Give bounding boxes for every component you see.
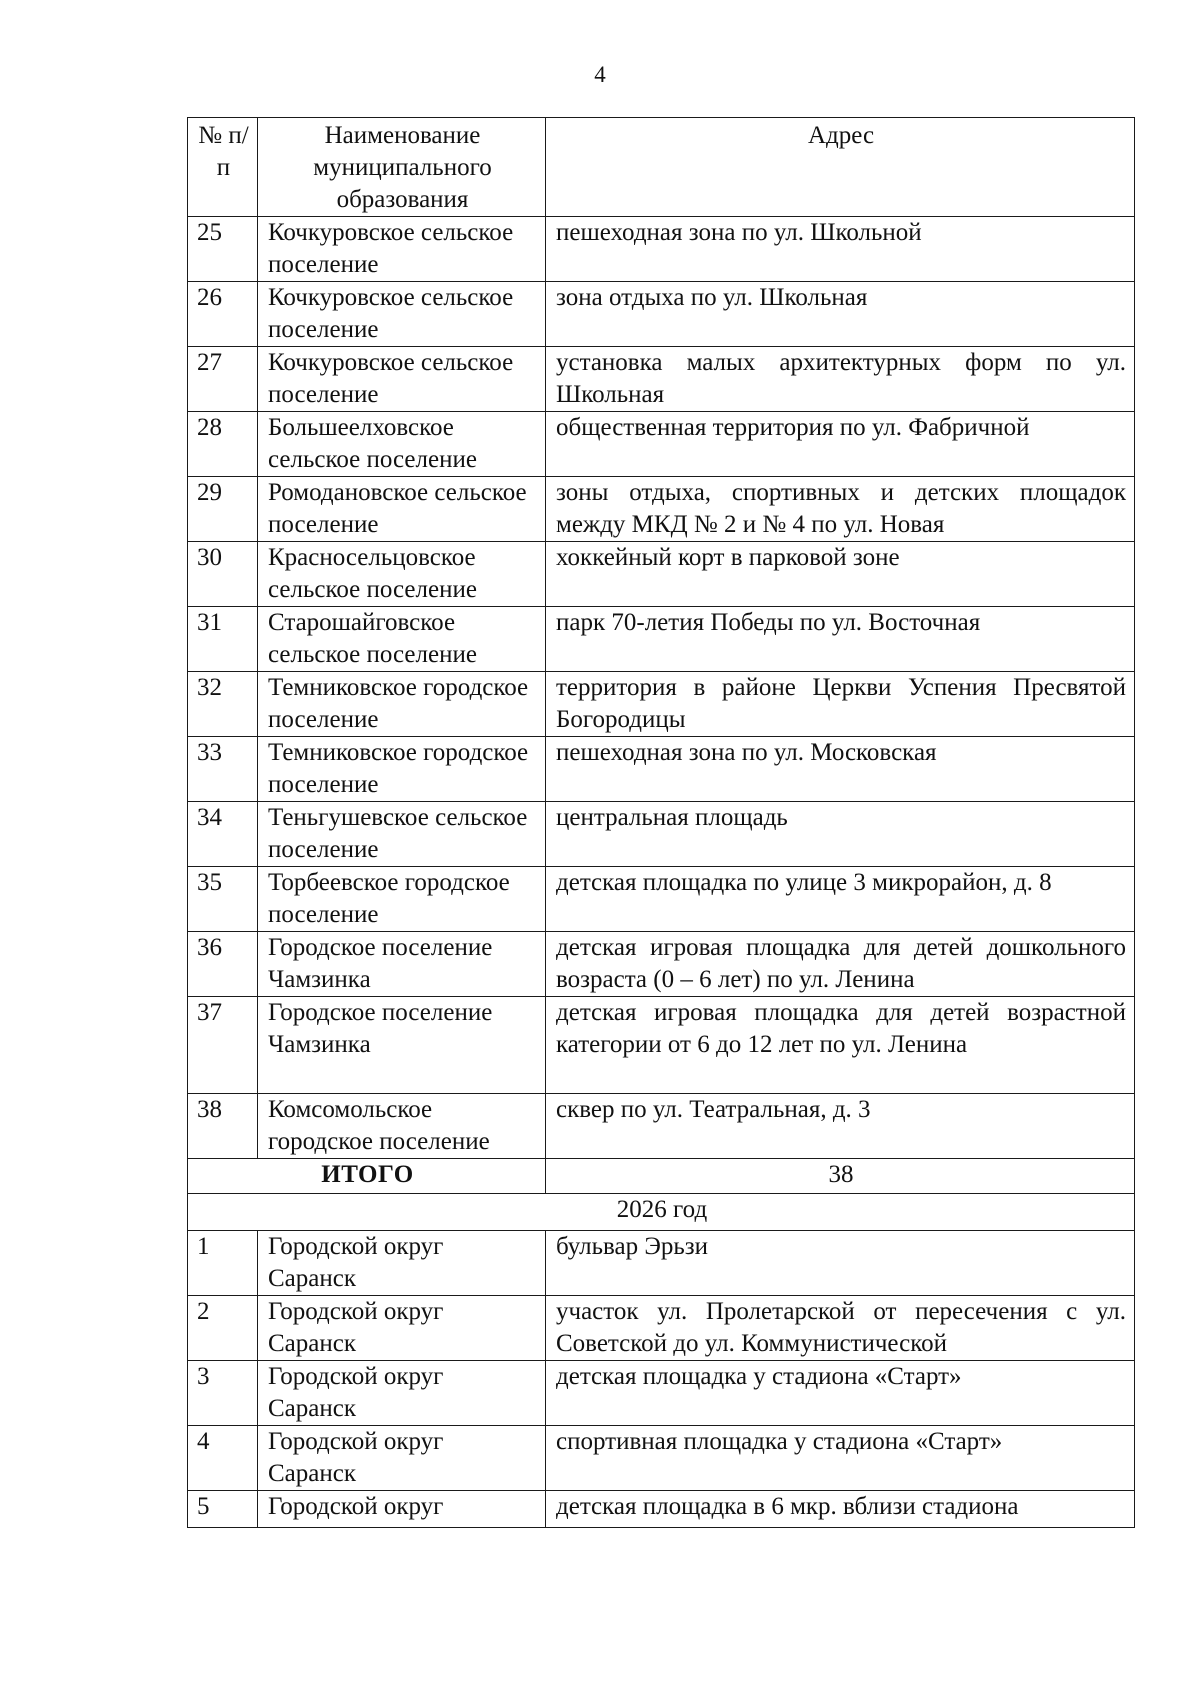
row-name: Большеелховское сельское поселение (258, 412, 546, 477)
row-num: 31 (188, 607, 258, 672)
row-address: территория в районе Церкви Успения Пресвятой Богородицы (546, 672, 1135, 737)
header-num: № п/п (188, 118, 258, 217)
row-address: бульвар Эрьзи (546, 1231, 1135, 1296)
row-address: общественная территория по ул. Фабричной (546, 412, 1135, 477)
row-num: 35 (188, 867, 258, 932)
total-row (188, 1159, 1135, 1194)
row-address: сквер по ул. Театральная, д. 3 (546, 1094, 1135, 1159)
row-num: 34 (188, 802, 258, 867)
table-row (188, 867, 1135, 932)
table-row (188, 412, 1135, 477)
table-row (188, 542, 1135, 607)
year-heading: 2026 год (188, 1194, 1135, 1231)
table-header-row (188, 118, 1135, 217)
row-name: Комсомольское городское поселение (258, 1094, 546, 1159)
header-name: Наименование муниципального образования (258, 118, 546, 217)
table-row (188, 477, 1135, 542)
row-address: зоны отдыха, спортивных и детских площадок между МКД № 2 и № 4 по ул. Новая (546, 477, 1135, 542)
row-name: Теньгушевское сельское поселение (258, 802, 546, 867)
table-row (188, 1491, 1135, 1528)
row-num: 1 (188, 1231, 258, 1296)
year-heading-row (188, 1194, 1135, 1231)
row-name: Темниковское городское поселение (258, 672, 546, 737)
table-row (188, 217, 1135, 282)
row-num: 2 (188, 1296, 258, 1361)
row-name: Кочкуровское сельское поселение (258, 347, 546, 412)
row-num: 27 (188, 347, 258, 412)
row-address: пешеходная зона по ул. Школьной (546, 217, 1135, 282)
table-row (188, 997, 1135, 1094)
table-row (188, 932, 1135, 997)
table-row (188, 1426, 1135, 1491)
row-num: 30 (188, 542, 258, 607)
header-address: Адрес (546, 118, 1135, 217)
table-row (188, 347, 1135, 412)
row-address: участок ул. Пролетарской от пересечения с ул. Советской до ул. Коммунистической (546, 1296, 1135, 1361)
row-num: 25 (188, 217, 258, 282)
table-row (188, 1361, 1135, 1426)
row-name: Кочкуровское сельское поселение (258, 282, 546, 347)
row-name: Красносельцовское сельское поселение (258, 542, 546, 607)
row-name: Городской округ (258, 1491, 546, 1528)
row-name: Городское поселение Чамзинка (258, 932, 546, 997)
row-address: детская площадка по улице 3 микрорайон, д. 8 (546, 867, 1135, 932)
row-name: Ромодановское сельское поселение (258, 477, 546, 542)
row-name: Старошайговское сельское поселение (258, 607, 546, 672)
row-address: спортивная площадка у стадиона «Старт» (546, 1426, 1135, 1491)
row-name: Городской округ Саранск (258, 1361, 546, 1426)
row-name: Городской округ Саранск (258, 1296, 546, 1361)
total-label: ИТОГО (188, 1159, 546, 1194)
row-num: 32 (188, 672, 258, 737)
row-num: 36 (188, 932, 258, 997)
row-address: центральная площадь (546, 802, 1135, 867)
row-num: 28 (188, 412, 258, 477)
table-row (188, 672, 1135, 737)
table-row (188, 1094, 1135, 1159)
row-address: детская игровая площадка для детей дошкольного возраста (0 – 6 лет) по ул. Ленина (546, 932, 1135, 997)
row-num: 33 (188, 737, 258, 802)
row-address: детская площадка в 6 мкр. вблизи стадиона (546, 1491, 1135, 1528)
table-row (188, 737, 1135, 802)
row-name: Городской округ Саранск (258, 1231, 546, 1296)
row-address: детская игровая площадка для детей возрастной категории от 6 до 12 лет по ул. Ленина (546, 997, 1135, 1094)
row-name: Городской округ Саранск (258, 1426, 546, 1491)
row-name: Торбеевское городское поселение (258, 867, 546, 932)
row-num: 4 (188, 1426, 258, 1491)
table-row (188, 607, 1135, 672)
total-value: 38 (546, 1159, 1135, 1194)
row-address: установка малых архитектурных форм по ул. Школьная (546, 347, 1135, 412)
row-name: Темниковское городское поселение (258, 737, 546, 802)
table-row (188, 282, 1135, 347)
row-address: хоккейный корт в парковой зоне (546, 542, 1135, 607)
table-row (188, 1231, 1135, 1296)
row-address: пешеходная зона по ул. Московская (546, 737, 1135, 802)
row-num: 29 (188, 477, 258, 542)
row-name: Кочкуровское сельское поселение (258, 217, 546, 282)
table-row (188, 1296, 1135, 1361)
row-num: 38 (188, 1094, 258, 1159)
page-number: 4 (594, 62, 606, 87)
row-num: 3 (188, 1361, 258, 1426)
table-row (188, 802, 1135, 867)
row-num: 5 (188, 1491, 258, 1528)
row-address: зона отдыха по ул. Школьная (546, 282, 1135, 347)
row-num: 37 (188, 997, 258, 1094)
row-address: детская площадка у стадиона «Старт» (546, 1361, 1135, 1426)
row-num: 26 (188, 282, 258, 347)
row-name: Городское поселение Чамзинка (258, 997, 546, 1094)
objects-table (187, 117, 1135, 1528)
row-address: парк 70-летия Победы по ул. Восточная (546, 607, 1135, 672)
